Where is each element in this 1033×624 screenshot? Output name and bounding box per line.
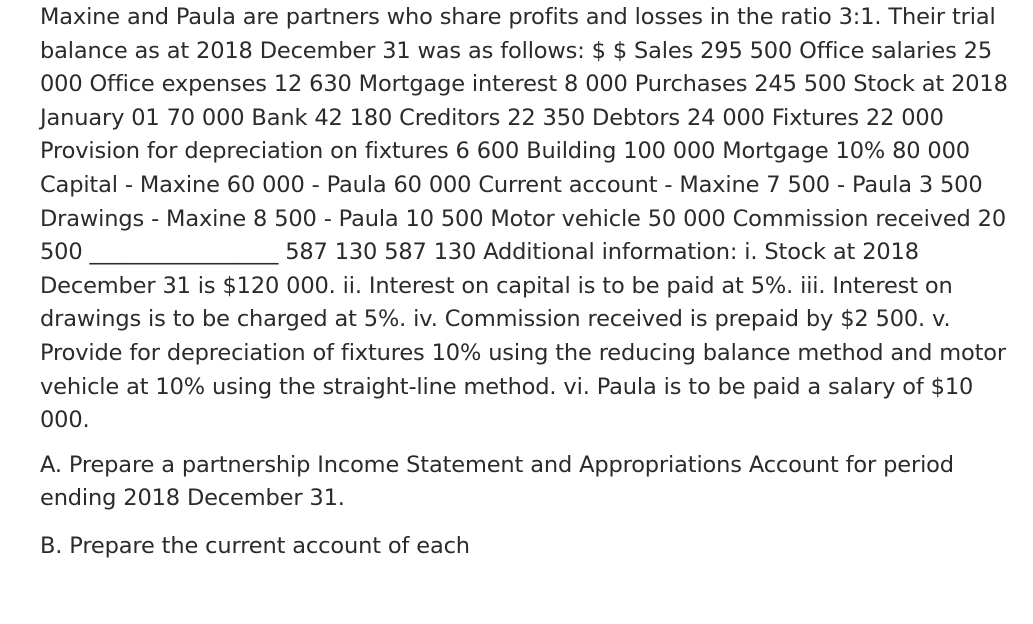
- question-a: A. Prepare a partnership Income Statement and Appropriations Account for period ending 2018 December 31.: [40, 451, 954, 512]
- problem-statement: Maxine and Paula are partners who share profits and losses in the ratio 3:1. Their trial balance as at 2018 December 31 was as follows: $ $ Sales 295 500 Office salaries 25 000 Office expenses 12 630 Mortgage interest 8 000 Purchases 245 500 Stock at 2018 January 01 70 000 Bank 42 180 Creditors 22 350 Debtors 24 000 Fixtures 22 000 Provision for depreciation on fixtures 6 600 Building 100 000 Mortgage 10% 80 000 Capital - Maxine 60 000 - Paula 60 000 Current account - Maxine 7 500 - Paula 3 500 Drawings - Maxine 8 500 - Paula 10 500 Motor vehicle 50 000 Commission received 20 500 _________________ 587 130 587 130 Additional information: i. Stock at 2018 December 31 is $120 000. ii. Interest on capital is to be paid at 5%. iii. Interest on drawings is to be charged at 5%. iv. Commission received is prepaid by $2 500. v. Provide for depreciation of fixtures 10% using the reducing balance method and motor vehicle at 10% using the straight-line method. vi. Paula is to be paid a salary of $10 000.: [40, 4, 1008, 434]
- problem-document: [40, 1, 1025, 564]
- question-b: B. Prepare the current account of each: [40, 532, 470, 559]
